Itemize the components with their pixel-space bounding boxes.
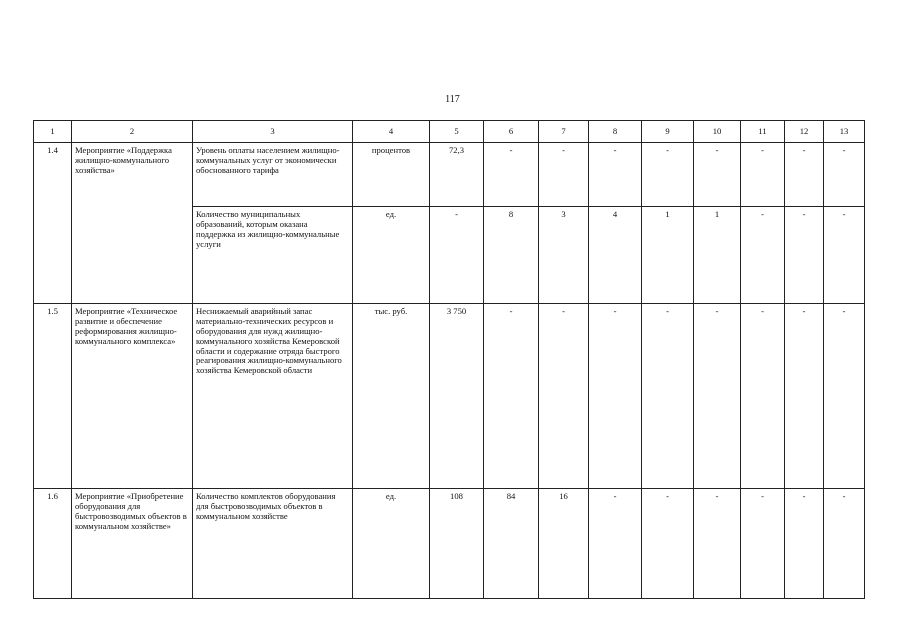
- unit-cell: тыс. руб.: [353, 304, 430, 489]
- table-row: [34, 304, 865, 489]
- header-cell: 2: [72, 121, 193, 143]
- page-number: 117: [445, 94, 460, 105]
- table-row: [34, 143, 865, 207]
- value-cell: -: [824, 143, 865, 207]
- row-number: 1.6: [34, 489, 72, 599]
- header-cell: 11: [741, 121, 785, 143]
- value-cell: 108: [430, 489, 484, 599]
- measure-name: Мероприятие «Приобретение оборудования для быстровозводимых объектов в коммунальном хозяйстве»: [72, 489, 193, 599]
- header-cell: 8: [589, 121, 642, 143]
- value-cell: -: [642, 143, 694, 207]
- header-cell: 13: [824, 121, 865, 143]
- value-cell: 16: [539, 489, 589, 599]
- value-cell: -: [741, 489, 785, 599]
- value-cell: -: [589, 304, 642, 489]
- measure-name: Мероприятие «Поддержка жилищно-коммунального хозяйства»: [72, 143, 193, 304]
- value-cell: -: [785, 143, 824, 207]
- value-cell: 1: [642, 207, 694, 304]
- value-cell: -: [430, 207, 484, 304]
- header-cell: 9: [642, 121, 694, 143]
- value-cell: -: [741, 143, 785, 207]
- row-number: 1.5: [34, 304, 72, 489]
- value-cell: 3 750: [430, 304, 484, 489]
- header-row: [34, 121, 865, 143]
- value-cell: -: [589, 143, 642, 207]
- value-cell: -: [484, 143, 539, 207]
- unit-cell: ед.: [353, 489, 430, 599]
- header-cell: 6: [484, 121, 539, 143]
- value-cell: 84: [484, 489, 539, 599]
- value-cell: -: [824, 207, 865, 304]
- indicator-name: Количество комплектов оборудования для быстровозводимых объектов в коммунальном хозяйстве: [193, 489, 353, 599]
- value-cell: -: [824, 304, 865, 489]
- value-cell: -: [741, 207, 785, 304]
- header-cell: 7: [539, 121, 589, 143]
- unit-cell: ед.: [353, 207, 430, 304]
- header-cell: 3: [193, 121, 353, 143]
- indicators-table: [33, 120, 865, 599]
- value-cell: -: [484, 304, 539, 489]
- unit-cell: процентов: [353, 143, 430, 207]
- measure-name: Мероприятие «Техническое развитие и обеспечение реформирования жилищно-коммунального комплекса»: [72, 304, 193, 489]
- value-cell: -: [741, 304, 785, 489]
- table-row: [34, 489, 865, 599]
- value-cell: 3: [539, 207, 589, 304]
- value-cell: 4: [589, 207, 642, 304]
- indicator-name: Неснижаемый аварийный запас материально-технических ресурсов и оборудования для нужд жилищно-коммунального хозяйства Кемеровской области и содержание отряда быстрого реагирования жилищно-коммунального хозяйства Кемеровской области: [193, 304, 353, 489]
- header-cell: 5: [430, 121, 484, 143]
- value-cell: -: [539, 304, 589, 489]
- header-cell: 10: [694, 121, 741, 143]
- value-cell: -: [824, 489, 865, 599]
- header-cell: 4: [353, 121, 430, 143]
- header-cell: 12: [785, 121, 824, 143]
- value-cell: -: [642, 489, 694, 599]
- value-cell: -: [785, 304, 824, 489]
- value-cell: -: [539, 143, 589, 207]
- value-cell: -: [589, 489, 642, 599]
- value-cell: -: [694, 489, 741, 599]
- value-cell: -: [785, 207, 824, 304]
- indicator-name: Количество муниципальных образований, которым оказана поддержка из жилищно-коммунальные услуги: [193, 207, 353, 304]
- header-cell: 1: [34, 121, 72, 143]
- row-number: 1.4: [34, 143, 72, 304]
- value-cell: -: [694, 304, 741, 489]
- value-cell: 1: [694, 207, 741, 304]
- value-cell: 8: [484, 207, 539, 304]
- value-cell: -: [785, 489, 824, 599]
- value-cell: -: [642, 304, 694, 489]
- indicator-name: Уровень оплаты населением жилищно-коммунальных услуг от экономически обоснованного тарифа: [193, 143, 353, 207]
- value-cell: -: [694, 143, 741, 207]
- value-cell: 72,3: [430, 143, 484, 207]
